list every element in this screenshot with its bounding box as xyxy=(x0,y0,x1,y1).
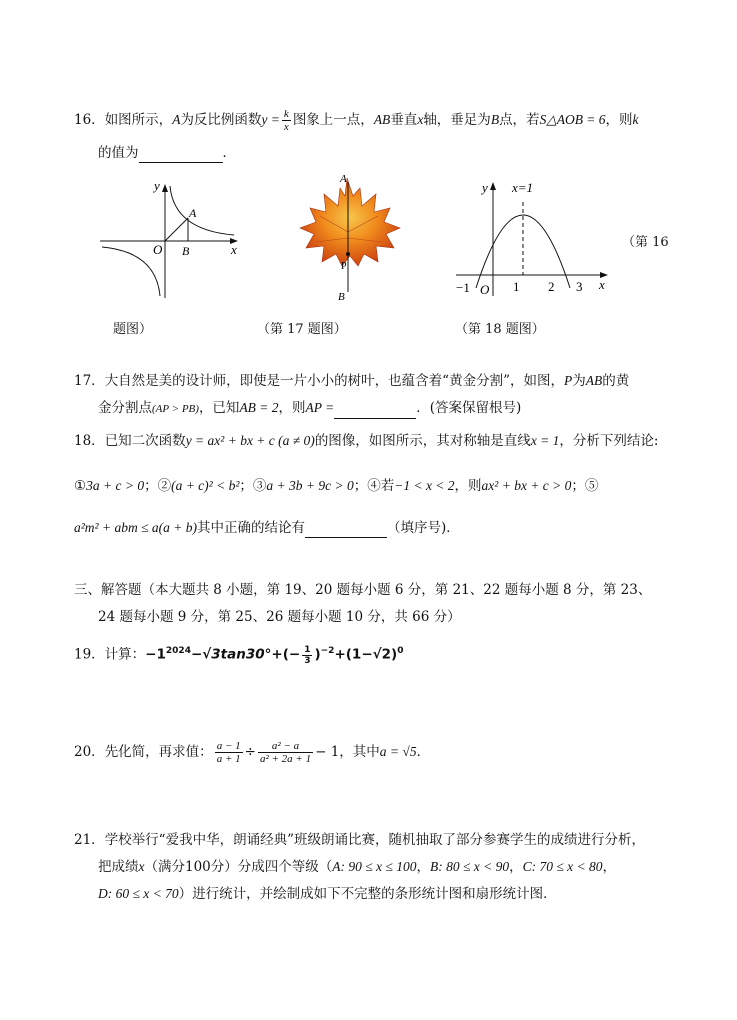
q21-line1: 21．学校举行“爱我中华，朗诵经典”班级朗诵比赛，随机抽取了部分参赛学生的成绩进行分析， xyxy=(74,832,645,848)
q18-answer-blank[interactable] xyxy=(305,523,387,538)
figure-18 xyxy=(452,176,614,300)
section3-line2: 24 题每小题 9 分，第 25、26 题每小题 10 分，共 66 分） xyxy=(98,609,461,625)
fig16-label-B: B xyxy=(182,244,190,258)
q18-line1: 18．已知二次函数y = ax² + bx + c (a ≠ 0)的图像，如图所示，其对称轴是直线x = 1，分析下列结论: xyxy=(74,433,659,449)
fig16-label-O: O xyxy=(153,242,163,257)
q19-fraction: $\frac{1}{3}$ xyxy=(304,644,311,666)
fig17-label-P: P xyxy=(341,261,347,272)
fig18-tick-1: 1 xyxy=(513,279,520,294)
fig18-label-y: y xyxy=(482,180,488,195)
fig18-y-arrow xyxy=(490,182,496,190)
fig17-point-P xyxy=(346,252,350,256)
q20-fraction-1: $\frac{a - 1}{a + 1}$ xyxy=(216,740,241,765)
q16-line1: 16．如图所示，A为反比例函数y = $\frac{k}{x}$ 图象上一点，AB垂直x轴，垂足为B点，若S△AOB = 6，则k xyxy=(74,108,639,133)
q16-answer-blank[interactable] xyxy=(139,148,223,163)
q19-line: 19．计算：$-1^{2024}-√3\tan 30^\circ+(-$ $\frac{1}{3}$ )$^{-2}+(1-√2)^0$ xyxy=(74,644,404,666)
fig16-y-arrow xyxy=(162,184,168,192)
q21-line3: D: 60 ≤ x < 70）进行统计，并绘制成如下不完整的条形统计图和扇形统计图． xyxy=(98,886,557,902)
q17-answer-blank[interactable] xyxy=(334,404,416,419)
caption-fig17: （第 17 题图） xyxy=(257,322,347,337)
section3-line1: 三、解答题（本大题共 8 小题，第 19、20 题每小题 6 分，第 21、22 题每小题 8 分，第 23、 xyxy=(74,582,652,598)
fig16-branch-3 xyxy=(102,247,160,296)
figure-16 xyxy=(96,178,246,302)
q18-line3: a²m² + abm ≤ a(a + b)其中正确的结论有 （填序号)． xyxy=(74,520,460,536)
fig18-tick-neg1: −1 xyxy=(456,280,470,295)
fig18-label-O: O xyxy=(480,282,490,297)
fig18-tick-2: 2 xyxy=(548,279,555,294)
fig18-label-x: x xyxy=(599,277,605,292)
q21-line2: 把成绩x（满分100分）分成四个等级（A: 90 ≤ x ≤ 100，B: 80 ≤ x < 90，C: 70 ≤ x < 80， xyxy=(98,859,616,875)
fig17-label-A: A xyxy=(340,173,347,185)
q17-line2: 金分割点(AP > PB)，已知AB = 2，则AP = ．(答案保留根号) xyxy=(98,398,521,419)
fig16-segment-OA xyxy=(165,218,188,241)
maple-leaf-image xyxy=(300,178,400,266)
q20-fraction-2: $\frac{\text{a² − a}}{\text{a² + 2a + 1}}$ xyxy=(259,740,312,765)
q17-line1: 17．大自然是美的设计师，即使是一片小小的树叶，也蕴含着“黄金分割”，如图，P为AB的黄 xyxy=(74,373,630,389)
fig18-label-axis: x=1 xyxy=(512,180,534,195)
q16-fraction: $\frac{k}{x}$ xyxy=(283,108,289,133)
fig16-label-x: x xyxy=(231,242,237,257)
caption-fig18: （第 18 题图） xyxy=(455,322,545,337)
q20-line: 20．先化简，再求值： $\frac{a - 1}{a + 1}$ ÷ $\frac{\text{a² − a}}{\text{a² + 2a + 1}}$ − 1，其中a = √5． xyxy=(74,740,431,765)
q16-line2: 的值为 ． xyxy=(98,145,236,161)
caption-fig16-part2: 题图） xyxy=(113,322,153,337)
fig16-label-y: y xyxy=(154,178,160,193)
figure-17 xyxy=(290,172,410,307)
fig16-label-A: A xyxy=(189,206,197,220)
caption-fig16-part1: （第 16 xyxy=(622,235,669,250)
fig17-label-B: B xyxy=(338,291,345,303)
q18-line2: ①3a + c > 0；②(a + c)² < b²；③a + 3b + 9c > 0；④若−1 < x < 2，则ax² + bx + c > 0；⑤ xyxy=(74,478,599,494)
fig18-tick-3: 3 xyxy=(576,279,583,294)
fig16-branch-1 xyxy=(170,186,234,235)
